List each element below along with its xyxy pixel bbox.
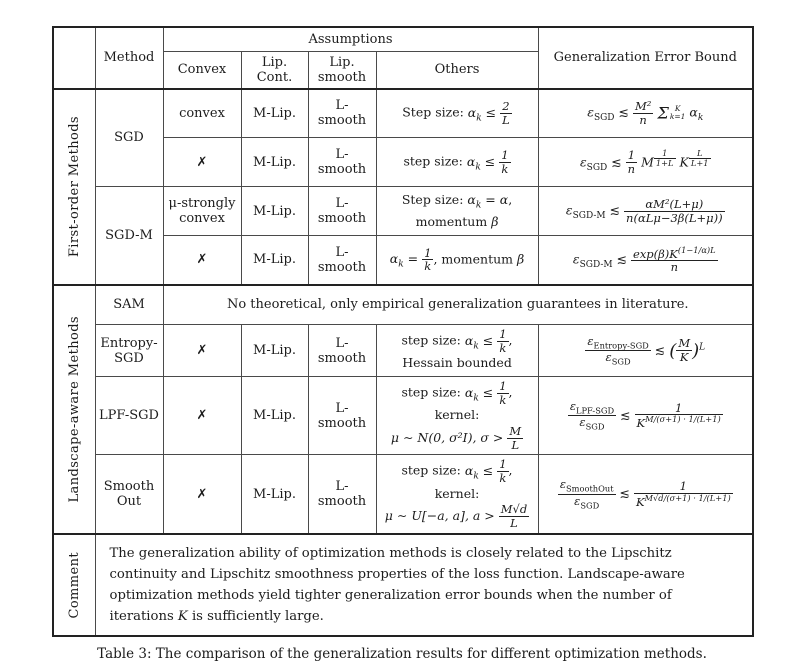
row-comment — [53, 534, 753, 637]
cell-sgdm1-convex: μ-strongly convex — [163, 187, 241, 236]
cell-sgd2-convex: ✗ — [163, 138, 241, 187]
cell-sgdm2-others: $\alpha_k$ = $\frac{1}{k}$ , momentum β — [376, 236, 538, 285]
cell-sgdm1-lip: M-Lip. — [241, 187, 308, 236]
cell-sgdm1-smooth: L-smooth — [308, 187, 376, 236]
method-entropy-sgd: Entropy-SGD — [95, 325, 163, 377]
cell-sgdm2-lip: M-Lip. — [241, 236, 308, 285]
header-lip-smooth: Lip. smooth — [308, 51, 376, 89]
cell-sgd2-others: step size: $\alpha_k$ ≤ $\frac{1}{k}$ — [376, 138, 538, 187]
results-table — [52, 26, 754, 637]
cell-lpf-smooth: L-smooth — [308, 377, 376, 455]
group-label-comment — [53, 534, 95, 637]
header-convex: Convex — [163, 51, 241, 89]
cell-smoothout-lip: M-Lip. — [241, 455, 308, 534]
row-sgd-convex — [53, 89, 753, 138]
row-entropy-sgd — [53, 325, 753, 377]
header-method: Method — [95, 27, 163, 89]
cell-sgd2-bound: $\varepsilon_{SGD}$ ≲ $\frac{1}{n}$ M $^{\frac{1}{1+L}}$ K $^{\frac{L}{L+1}}$ — [538, 138, 753, 187]
cell-sgd1-lip: M-Lip. — [241, 89, 308, 138]
cell-sgdm1-others: Step size: $\alpha_k = \alpha$, momentum β — [376, 187, 538, 236]
cell-sam-note: No theoretical, only empirical generalization guarantees in literature. — [163, 285, 753, 325]
table-caption: Table 3: The comparison of the generalization results for different optimization methods. — [97, 646, 707, 662]
cell-lpf-lip: M-Lip. — [241, 377, 308, 455]
cell-sgd1-others: Step size: $\alpha_k$ ≤ $\frac{2}{L}$ — [376, 89, 538, 138]
cell-entropy-others: step size: $\alpha_k$ ≤ $\frac{1}{k}$ , Hessain bounded — [376, 325, 538, 377]
group-label-first-order — [53, 89, 95, 285]
header-assumptions: Assumptions — [163, 27, 538, 51]
cell-lpf-others: step size: $\alpha_k$ ≤ $\frac{1}{k}$ , kernel: μ ∼ N(0, σ²I), σ > $\frac{M}{L}$ — [376, 377, 538, 455]
header-row-top — [53, 27, 753, 51]
method-lpf-sgd: LPF-SGD — [95, 377, 163, 455]
cell-sgd2-smooth: L-smooth — [308, 138, 376, 187]
cell-sgdm2-convex: ✗ — [163, 236, 241, 285]
cell-sgd2-lip: M-Lip. — [241, 138, 308, 187]
method-sgd: SGD — [95, 89, 163, 187]
header-generalization-bound: Generalization Error Bound — [538, 27, 753, 89]
group-label-text: Landscape-aware Methods — [66, 315, 82, 503]
method-smoothout: Smooth Out — [95, 455, 163, 534]
cell-sgd1-bound: $\varepsilon_{SGD}$ ≲ $\frac{\text{M²}}{n}$ Σ K k=1 $\alpha_k$ — [538, 89, 753, 138]
row-sam — [53, 285, 753, 325]
row-sgdm-convex — [53, 187, 753, 236]
cell-entropy-smooth: L-smooth — [308, 325, 376, 377]
row-smoothout — [53, 455, 753, 534]
method-sgdm: SGD-M — [95, 187, 163, 285]
cell-sgdm2-bound: $\varepsilon_{SGD-M}$ ≲ $\frac{\exp(\beta)K^{(1-1/\alpha)L}}{n}$ — [538, 236, 753, 285]
cell-sgdm2-smooth: L-smooth — [308, 236, 376, 285]
group-label-text: Comment — [66, 551, 82, 619]
cell-sgdm1-bound: $\varepsilon_{SGD-M}$ ≲ αM²(L+μ) n(αLμ−3β(L+μ)) — [538, 187, 753, 236]
cell-smoothout-convex: ✗ — [163, 455, 241, 534]
corner-cell — [53, 27, 95, 89]
row-lpf-sgd — [53, 377, 753, 455]
group-label-landscape — [53, 285, 95, 534]
cell-entropy-convex: ✗ — [163, 325, 241, 377]
cell-sgd1-convex: convex — [163, 89, 241, 138]
group-label-text: First-order Methods — [66, 115, 82, 258]
cell-lpf-convex: ✗ — [163, 377, 241, 455]
cell-smoothout-others: step size: $\alpha_k$ ≤ $\frac{1}{k}$ , kernel: μ ∼ U[−a, a], a > $\frac{M√d}{L}$ — [376, 455, 538, 534]
header-lip-cont: Lip. Cont. — [241, 51, 308, 89]
cell-comment-text: The generalization ability of optimization methods is closely related to the Lipschitz continuity and Lipschitz smoothness properties of the loss function. Landscape-aware optimization methods yield tighter generalization error bounds when the number of iterations K is sufficiently large. — [95, 534, 753, 637]
cell-entropy-lip: M-Lip. — [241, 325, 308, 377]
cell-smoothout-smooth: L-smooth — [308, 455, 376, 534]
cell-entropy-bound: $\varepsilon_{Entropy-SGD}$ $\varepsilon_{SGD}$ ≲ ( $\frac{M}{K}$ )$^L$ — [538, 325, 753, 377]
cell-smoothout-bound: $\varepsilon_{SmoothOut}$ $\varepsilon_{SGD}$ ≲ $\frac{1}{K^{M√d/(\sigma+1) \cdot 1/(L+1)}}$ — [538, 455, 753, 534]
header-others: Others — [376, 51, 538, 89]
cell-lpf-bound: $\varepsilon_{LPF-SGD}$ $\varepsilon_{SGD}$ ≲ $\frac{1}{K^{M/(\sigma+1) \cdot 1/(L+1)}}$ — [538, 377, 753, 455]
method-sam: SAM — [95, 285, 163, 325]
cell-sgd1-smooth: L-smooth — [308, 89, 376, 138]
